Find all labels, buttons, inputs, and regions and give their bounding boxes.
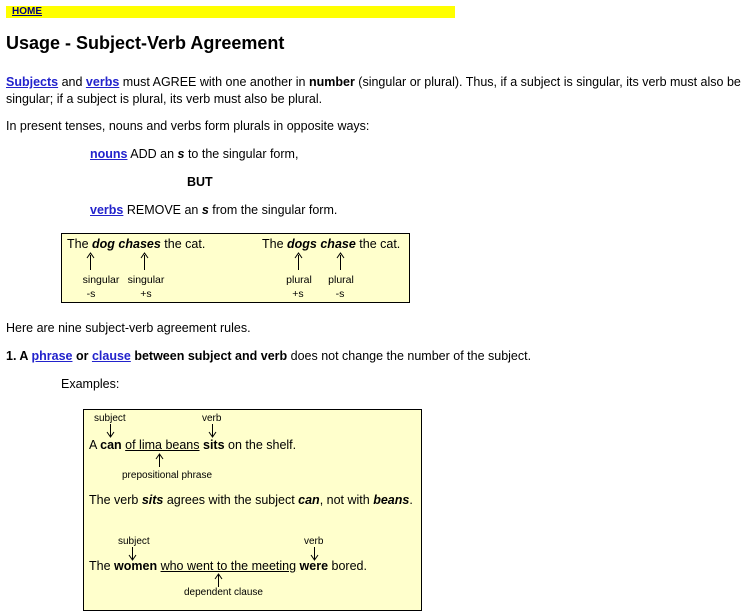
example-2-sentence: The verb sits agrees with the subject can, not with beans. — [89, 493, 413, 507]
present-tense-text: In present tenses, nouns and verbs form plurals in opposite ways: — [6, 119, 370, 133]
label-plus-s: +s — [140, 288, 152, 300]
subject-label: subject — [94, 413, 126, 424]
label-singular: singular — [82, 274, 120, 286]
label-singular: singular — [127, 274, 165, 286]
verb-label: verb — [202, 413, 222, 424]
verbs-link[interactable]: verbs — [85, 75, 120, 89]
arrow-down-icon — [208, 424, 217, 438]
arrow-up-icon — [214, 573, 223, 587]
but-text: BUT — [187, 175, 213, 189]
clause-link[interactable]: clause — [91, 349, 131, 363]
home-link[interactable]: HOME — [12, 6, 42, 17]
box1-left-sentence: The dog chases the cat. — [67, 237, 206, 251]
arrow-down-icon — [106, 424, 115, 438]
example-1-sentence: A can of lima beans sits on the shelf. — [89, 438, 297, 452]
dependent-clause-label: dependent clause — [184, 587, 263, 598]
example-box-1 — [61, 233, 410, 303]
label-minus-s: -s — [335, 288, 345, 300]
box1-right-sentence: The dogs chase the cat. — [262, 237, 401, 251]
subject-label: subject — [118, 536, 150, 547]
page-title: Usage - Subject-Verb Agreement — [6, 33, 285, 53]
verbs-rule-link[interactable]: verbs — [90, 203, 124, 217]
arrow-up-icon — [336, 252, 345, 270]
home-bar — [6, 6, 455, 18]
example-box-2 — [83, 409, 422, 611]
intro-line-1: Subjects and verbs must AGREE with one another in number (singular or plural). Thus, if a subject is singular, its verb must also be — [6, 75, 741, 89]
label-plural: plural — [286, 274, 312, 286]
nouns-link[interactable]: nouns — [90, 147, 128, 161]
nouns-rule: nouns ADD an s to the singular form, — [90, 147, 299, 161]
nine-rules-text: Here are nine subject-verb agreement rules. — [6, 321, 251, 335]
phrase-link[interactable]: phrase — [31, 349, 73, 363]
examples-label: Examples: — [61, 377, 120, 391]
label-plural: plural — [328, 274, 354, 286]
label-plus-s: +s — [292, 288, 304, 300]
arrow-up-icon — [294, 252, 303, 270]
label-minus-s: -s — [86, 288, 96, 300]
example-3-sentence: The women who went to the meeting were bored. — [89, 559, 367, 573]
arrow-up-icon — [140, 252, 149, 270]
intro-line-2: singular; if a subject is plural, its verb must also be plural. — [6, 92, 323, 106]
prepositional-phrase-label: prepositional phrase — [122, 470, 213, 481]
subjects-link[interactable]: Subjects — [6, 75, 59, 89]
verbs-rule: verbs REMOVE an s from the singular form. — [90, 203, 338, 217]
arrow-up-icon — [155, 453, 164, 467]
rule-1-heading: 1. A phrase or clause between subject and verb does not change the number of the subject. — [6, 349, 532, 363]
arrow-up-icon — [86, 252, 95, 270]
verb-label: verb — [304, 536, 324, 547]
